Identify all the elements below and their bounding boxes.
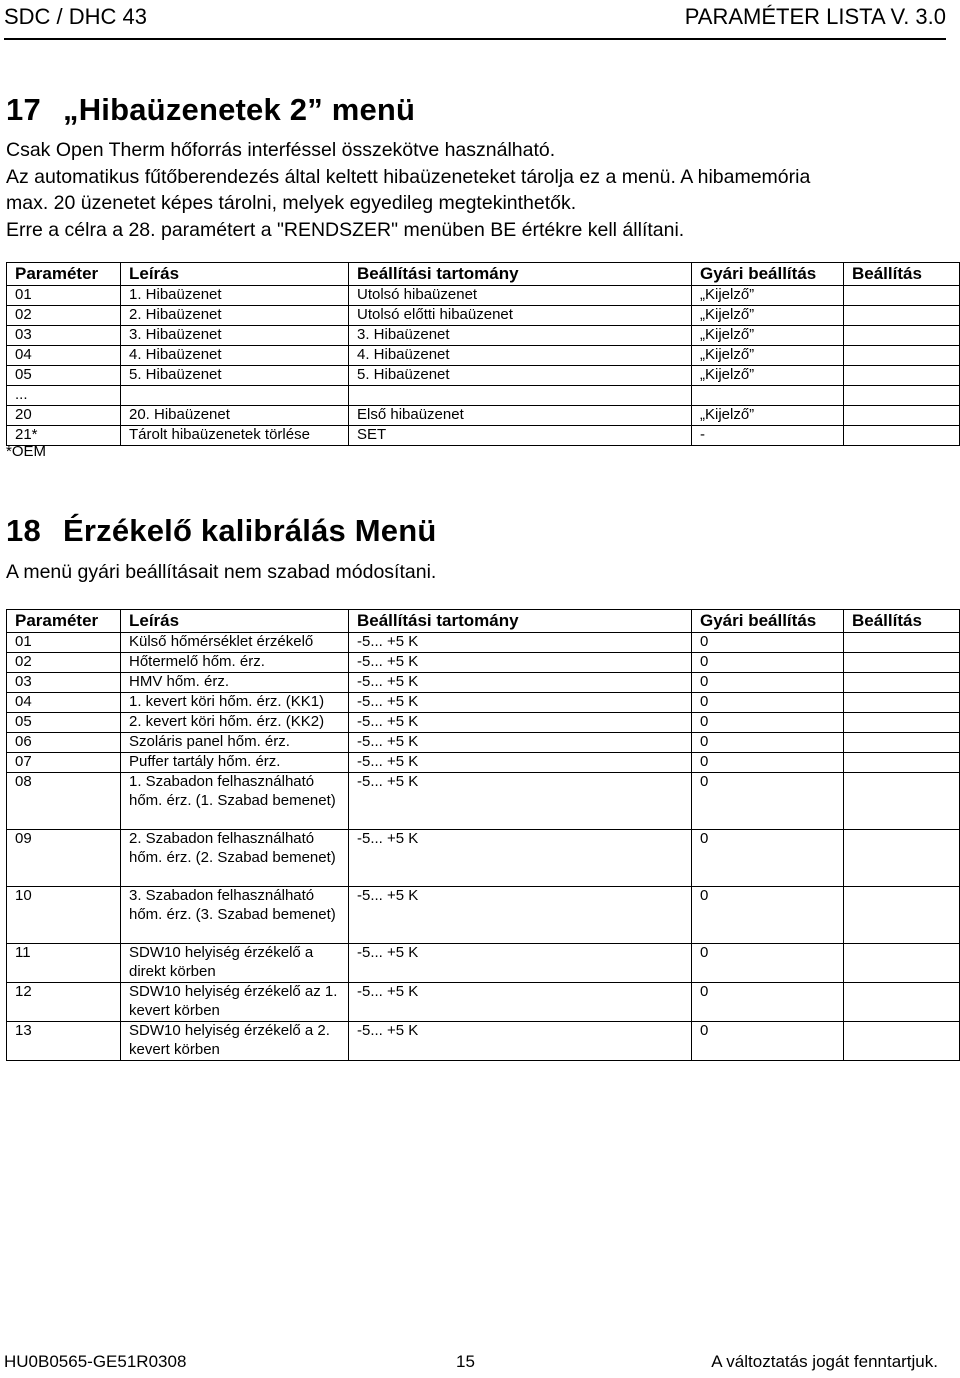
- table-cell: [844, 653, 960, 673]
- table-cell: 04: [7, 346, 121, 366]
- table-cell: [844, 386, 960, 406]
- table-cell: [844, 326, 960, 346]
- table-cell: „Kijelző”: [692, 306, 844, 326]
- table-cell: 02: [7, 653, 121, 673]
- table-cell: 01: [7, 633, 121, 653]
- table-row: [7, 733, 960, 753]
- table-cell: 0: [692, 673, 844, 693]
- column-header: Paraméter: [7, 263, 121, 286]
- table-cell: 3. Hibaüzenet: [121, 326, 349, 346]
- table-cell: 12: [7, 983, 121, 1022]
- table-cell: 1. kevert köri hőm. érz. (KK1): [121, 693, 349, 713]
- table-row: [7, 633, 960, 653]
- section-17-intro: [6, 137, 946, 243]
- table-cell: SDW10 helyiség érzékelő az 1. kevert körben: [121, 983, 349, 1022]
- table-row: [7, 326, 960, 346]
- table-cell: -5... +5 K: [349, 983, 692, 1022]
- sensor-calibration-table: [6, 609, 960, 1061]
- intro-line: Csak Open Therm hőforrás interféssel összekötve használható.: [6, 139, 556, 161]
- table-cell: 0: [692, 733, 844, 753]
- table-cell: SET: [349, 426, 692, 446]
- table-cell: [844, 713, 960, 733]
- table-cell: 0: [692, 944, 844, 983]
- table-cell: 08: [7, 773, 121, 830]
- table-cell: -5... +5 K: [349, 830, 692, 887]
- table-cell: 09: [7, 830, 121, 887]
- table-cell: 05: [7, 713, 121, 733]
- footnote-oem: *OEM: [6, 443, 47, 460]
- table-cell: Első hibaüzenet: [349, 406, 692, 426]
- table-row: [7, 653, 960, 673]
- table-cell: Tárolt hibaüzenetek törlése: [121, 426, 349, 446]
- table-row: [7, 286, 960, 306]
- table-cell: 02: [7, 306, 121, 326]
- table-row: [7, 983, 960, 1022]
- table-cell: [844, 426, 960, 446]
- table-cell: Utolsó előtti hibaüzenet: [349, 306, 692, 326]
- table-cell: „Kijelző”: [692, 366, 844, 386]
- table-cell: Szoláris panel hőm. érz.: [121, 733, 349, 753]
- table-cell: [692, 386, 844, 406]
- page-header: [4, 4, 946, 40]
- table-cell: -5... +5 K: [349, 633, 692, 653]
- table-cell: -5... +5 K: [349, 693, 692, 713]
- table-cell: -5... +5 K: [349, 733, 692, 753]
- table-cell: 0: [692, 653, 844, 673]
- table-cell: [844, 944, 960, 983]
- table-cell: 2. kevert köri hőm. érz. (KK2): [121, 713, 349, 733]
- table-cell: Külső hőmérséklet érzékelő: [121, 633, 349, 653]
- table-cell: 0: [692, 753, 844, 773]
- table-cell: [844, 286, 960, 306]
- table-cell: -5... +5 K: [349, 673, 692, 693]
- table-cell: [844, 306, 960, 326]
- table-cell: 0: [692, 983, 844, 1022]
- table-cell: [844, 673, 960, 693]
- header-doc-id: SDC / DHC 43: [4, 4, 148, 29]
- column-header: Beállítás: [844, 610, 960, 633]
- table-cell: [844, 406, 960, 426]
- table-cell: 3. Hibaüzenet: [349, 326, 692, 346]
- table-cell: [844, 346, 960, 366]
- table-cell: 0: [692, 693, 844, 713]
- table-header-row: [7, 263, 960, 286]
- table-cell: -5... +5 K: [349, 1022, 692, 1061]
- table-row: [7, 386, 960, 406]
- table-cell: „Kijelző”: [692, 326, 844, 346]
- table-cell: 11: [7, 944, 121, 983]
- table-cell: 20. Hibaüzenet: [121, 406, 349, 426]
- table-cell: 04: [7, 693, 121, 713]
- intro-line: max. 20 üzenetet képes tárolni, melyek egyedileg megtekinthetők.: [6, 192, 577, 214]
- table-cell: Utolsó hibaüzenet: [349, 286, 692, 306]
- table-cell: 10: [7, 887, 121, 944]
- table-cell: „Kijelző”: [692, 406, 844, 426]
- table-row: [7, 426, 960, 446]
- table-cell: 03: [7, 326, 121, 346]
- table-cell: ...: [7, 386, 121, 406]
- table-cell: [844, 887, 960, 944]
- table-cell: HMV hőm. érz.: [121, 673, 349, 693]
- table-body: [7, 286, 960, 446]
- page-number: 15: [456, 1352, 475, 1371]
- table-cell: Hőtermelő hőm. érz.: [121, 653, 349, 673]
- table-cell: 20: [7, 406, 121, 426]
- table-cell: 5. Hibaüzenet: [349, 366, 692, 386]
- table-cell: 4. Hibaüzenet: [121, 346, 349, 366]
- table-cell: [349, 386, 692, 406]
- table-cell: 01: [7, 286, 121, 306]
- table-cell: -5... +5 K: [349, 773, 692, 830]
- header-doc-title: PARAMÉTER LISTA V. 3.0: [684, 4, 946, 29]
- table-cell: 0: [692, 1022, 844, 1061]
- table-row: [7, 673, 960, 693]
- table-row: [7, 773, 960, 830]
- table-row: [7, 830, 960, 887]
- column-header: Gyári beállítás: [692, 610, 844, 633]
- table-cell: SDW10 helyiség érzékelő a direkt körben: [121, 944, 349, 983]
- table-row: [7, 693, 960, 713]
- table-cell: -: [692, 426, 844, 446]
- intro-line: Az automatikus fűtőberendezés által keltett hibaüzeneteket tárolja ez a menü. A hibamemória: [6, 165, 811, 188]
- table-cell: 07: [7, 753, 121, 773]
- table-cell: -5... +5 K: [349, 753, 692, 773]
- table-cell: 0: [692, 713, 844, 733]
- error-messages-table: [6, 262, 960, 446]
- column-header: Leírás: [121, 610, 349, 633]
- column-header: Paraméter: [7, 610, 121, 633]
- section-17-number: 17: [6, 92, 41, 127]
- table-cell: 0: [692, 830, 844, 887]
- column-header: Leírás: [121, 263, 349, 286]
- section-18-heading: [6, 513, 437, 549]
- table-cell: [844, 693, 960, 713]
- table-cell: 06: [7, 733, 121, 753]
- table-header-row: [7, 610, 960, 633]
- table-row: [7, 346, 960, 366]
- footer-doc-code: HU0B0565-GE51R0308: [4, 1352, 187, 1371]
- table-cell: 0: [692, 773, 844, 830]
- table-cell: -5... +5 K: [349, 944, 692, 983]
- table-cell: „Kijelző”: [692, 346, 844, 366]
- column-header: Gyári beállítás: [692, 263, 844, 286]
- table-cell: [844, 733, 960, 753]
- table-cell: 1. Hibaüzenet: [121, 286, 349, 306]
- table-cell: 2. Szabadon felhasználható hőm. érz. (2. Szabad bemenet): [121, 830, 349, 887]
- table-cell: -5... +5 K: [349, 653, 692, 673]
- table-cell: 4. Hibaüzenet: [349, 346, 692, 366]
- table-row: [7, 713, 960, 733]
- table-row: [7, 406, 960, 426]
- table-cell: 03: [7, 673, 121, 693]
- table-cell: 0: [692, 633, 844, 653]
- table-cell: -5... +5 K: [349, 713, 692, 733]
- table-cell: 5. Hibaüzenet: [121, 366, 349, 386]
- table-cell: 13: [7, 1022, 121, 1061]
- table-cell: 0: [692, 887, 844, 944]
- section-18-number: 18: [6, 513, 41, 548]
- table-cell: [844, 830, 960, 887]
- column-header: Beállítási tartomány: [349, 263, 692, 286]
- table-cell: SDW10 helyiség érzékelő a 2. kevert körben: [121, 1022, 349, 1061]
- table-row: [7, 1022, 960, 1061]
- table-cell: [844, 983, 960, 1022]
- table-row: [7, 306, 960, 326]
- table-cell: 2. Hibaüzenet: [121, 306, 349, 326]
- table-cell: -5... +5 K: [349, 887, 692, 944]
- table-cell: 3. Szabadon felhasználható hőm. érz. (3. Szabad bemenet): [121, 887, 349, 944]
- table-row: [7, 753, 960, 773]
- table-cell: [844, 633, 960, 653]
- table-cell: [844, 773, 960, 830]
- table-cell: [844, 366, 960, 386]
- table-cell: 21*: [7, 426, 121, 446]
- section-17-title: „Hibaüzenetek 2” menü: [63, 92, 416, 127]
- table-cell: [844, 753, 960, 773]
- table-row: [7, 944, 960, 983]
- column-header: Beállítás: [844, 263, 960, 286]
- table-cell: [844, 1022, 960, 1061]
- section-18-title: Érzékelő kalibrálás Menü: [63, 513, 437, 548]
- table-cell: [121, 386, 349, 406]
- table-row: [7, 366, 960, 386]
- section-17-heading: [6, 92, 415, 128]
- table-cell: 1. Szabadon felhasználható hőm. érz. (1. Szabad bemenet): [121, 773, 349, 830]
- table-body: [7, 633, 960, 1061]
- column-header: Beállítási tartomány: [349, 610, 692, 633]
- table-row: [7, 887, 960, 944]
- table-cell: 05: [7, 366, 121, 386]
- table-cell: Puffer tartály hőm. érz.: [121, 753, 349, 773]
- intro-line: Erre a célra a 28. paramétert a "RENDSZER" menüben BE értékre kell állítani.: [6, 218, 685, 241]
- table-cell: „Kijelző”: [692, 286, 844, 306]
- section-18-intro: A menü gyári beállításait nem szabad módosítani.: [6, 561, 437, 583]
- footer-rights: A változtatás jogát fenntartjuk.: [711, 1352, 938, 1371]
